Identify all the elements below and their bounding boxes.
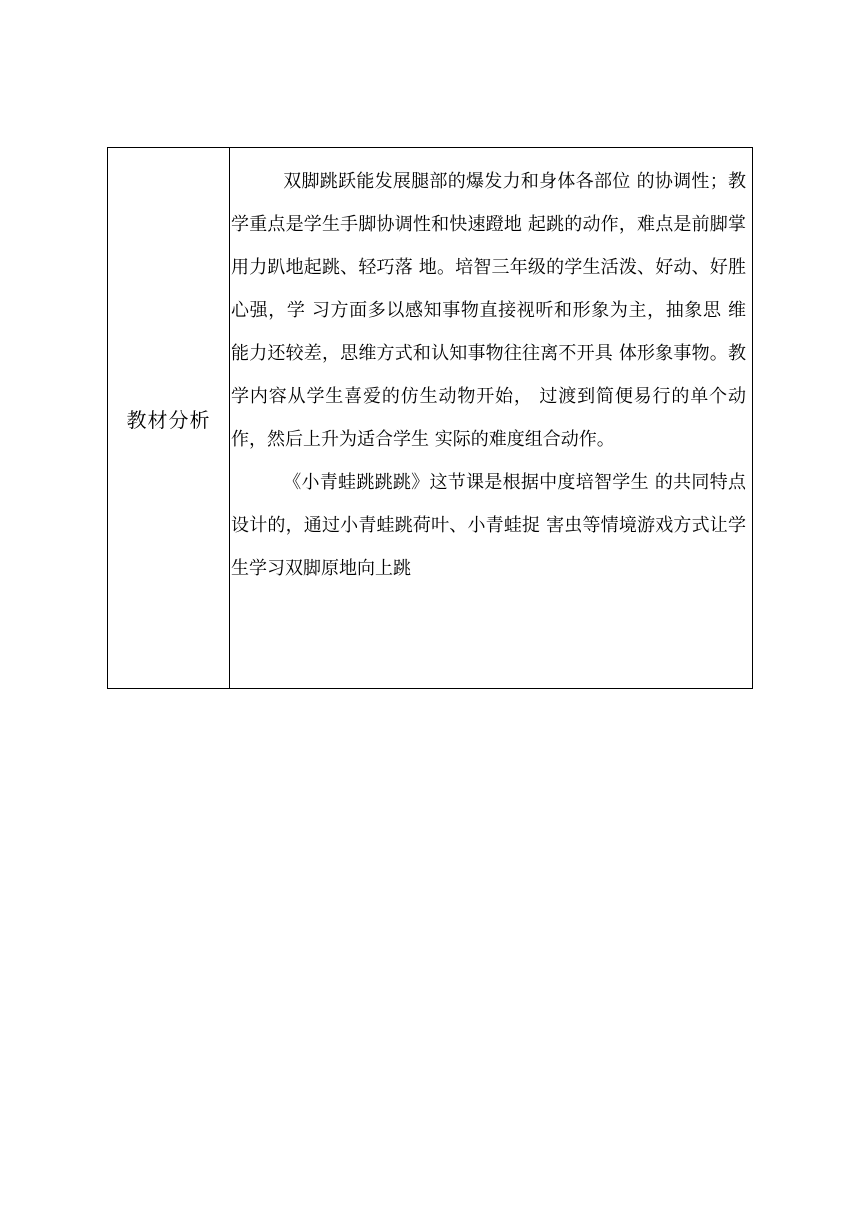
content-cell xyxy=(230,148,752,688)
analysis-paragraph-1: 双脚跳跃能发展腿部的爆发力和身体各部位 的协调性；教学重点是学生手脚协调性和快速蹬地 起跳的动作，难点是前脚掌用力趴地起跳、轻巧落 地。培智三年级的学生活泼、好动、好胜心强，学 习方面多以感知事物直接视听和形象为主，抽象思 维能力还较差，思维方式和认知事物往往离不开具 体形象事物。教学内容从学生喜爱的仿生动物开始， 过渡到简便易行的单个动作，然后上升为适合学生 实际的难度组合动作。 xyxy=(231,171,746,450)
analysis-paragraph-2: 《小青蛙跳跳跳》这节课是根据中度培智学生 的共同特点设计的，通过小青蛙跳荷叶、小青蛙捉 害虫等情境游戏方式让学生学习双脚原地向上跳 xyxy=(231,472,746,579)
lesson-table xyxy=(107,147,753,689)
row-label: 教材分析 xyxy=(126,407,211,432)
label-cell xyxy=(108,148,230,688)
